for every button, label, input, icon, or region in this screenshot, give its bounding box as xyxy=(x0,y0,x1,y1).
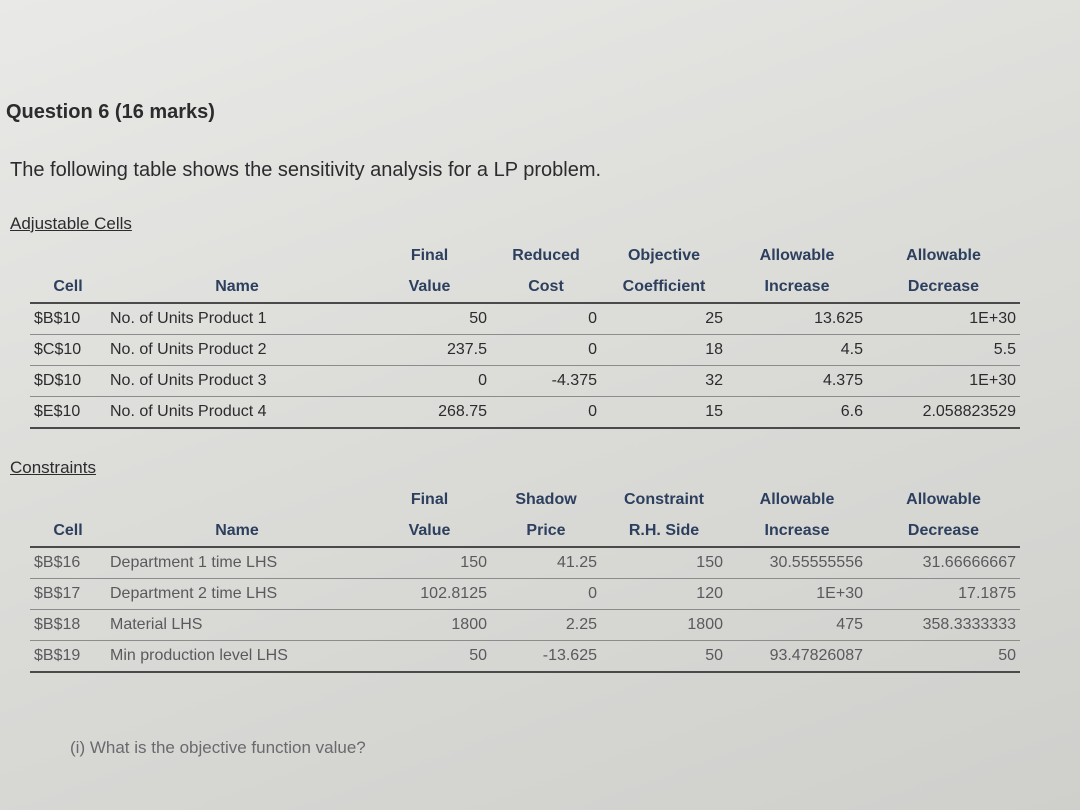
cell-rhs: 150 xyxy=(601,547,727,579)
cell-shadow-price: 41.25 xyxy=(491,547,601,579)
header-cost: Cost xyxy=(491,272,601,303)
cell-ref: $B$17 xyxy=(30,579,106,610)
header-rhs: R.H. Side xyxy=(601,516,727,547)
table-row xyxy=(30,610,1020,641)
cell-ref: $B$18 xyxy=(30,610,106,641)
header-value: Value xyxy=(368,272,491,303)
cell-reduced-cost: -4.375 xyxy=(491,366,601,397)
cell-allowable-dec: 1E+30 xyxy=(867,366,1020,397)
header-allowable-inc: Allowable xyxy=(759,491,835,508)
header-decrease: Decrease xyxy=(867,516,1020,547)
cell-allowable-dec: 5.5 xyxy=(867,335,1020,366)
header-final: Final xyxy=(410,491,449,508)
cell-name: No. of Units Product 4 xyxy=(106,397,368,429)
header-cell xyxy=(30,484,106,516)
cell-name: Department 2 time LHS xyxy=(106,579,368,610)
cell-name: Department 1 time LHS xyxy=(106,547,368,579)
header-cell xyxy=(106,484,368,516)
cell-final-value: 237.5 xyxy=(368,335,491,366)
cell-objective-coef: 15 xyxy=(601,397,727,429)
cell-ref: $B$10 xyxy=(30,303,106,335)
cell-final-value: 1800 xyxy=(368,610,491,641)
constraints-label: Constraints xyxy=(10,458,96,477)
cell-allowable-dec: 50 xyxy=(867,641,1020,673)
header-name: Name xyxy=(106,516,368,547)
cell-shadow-price: -13.625 xyxy=(491,641,601,673)
constraints-header-row-top xyxy=(30,484,1020,516)
cell-allowable-dec: 17.1875 xyxy=(867,579,1020,610)
cell-allowable-inc: 4.5 xyxy=(727,335,867,366)
constraints-table xyxy=(30,484,1020,673)
cell-allowable-inc: 30.55555556 xyxy=(727,547,867,579)
table-row xyxy=(30,366,1020,397)
adjustable-header-row-bottom xyxy=(30,272,1020,303)
header-objective: Objective xyxy=(627,247,701,264)
cell-final-value: 0 xyxy=(368,366,491,397)
table-row xyxy=(30,579,1020,610)
header-cell: Cell xyxy=(30,516,106,547)
cell-allowable-inc: 13.625 xyxy=(727,303,867,335)
cell-allowable-dec: 31.66666667 xyxy=(867,547,1020,579)
header-cell xyxy=(30,240,106,272)
cell-objective-coef: 32 xyxy=(601,366,727,397)
header-coefficient: Coefficient xyxy=(601,272,727,303)
cell-shadow-price: 2.25 xyxy=(491,610,601,641)
cell-allowable-inc: 1E+30 xyxy=(727,579,867,610)
cell-allowable-inc: 6.6 xyxy=(727,397,867,429)
header-cell xyxy=(106,240,368,272)
cell-allowable-dec: 1E+30 xyxy=(867,303,1020,335)
table-row xyxy=(30,335,1020,366)
header-allowable-inc: Allowable xyxy=(759,247,835,264)
adjustable-cells-table xyxy=(30,240,1020,429)
cell-ref: $B$19 xyxy=(30,641,106,673)
cell-ref: $E$10 xyxy=(30,397,106,429)
sub-question-i: (i) What is the objective function value? xyxy=(70,738,366,757)
cell-rhs: 50 xyxy=(601,641,727,673)
cell-final-value: 150 xyxy=(368,547,491,579)
cell-rhs: 1800 xyxy=(601,610,727,641)
cell-ref: $B$16 xyxy=(30,547,106,579)
header-increase: Increase xyxy=(727,516,867,547)
intro-text: The following table shows the sensitivity analysis for a LP problem. xyxy=(10,159,602,181)
cell-allowable-inc: 4.375 xyxy=(727,366,867,397)
header-value: Value xyxy=(368,516,491,547)
header-name: Name xyxy=(106,272,368,303)
cell-objective-coef: 25 xyxy=(601,303,727,335)
header-increase: Increase xyxy=(727,272,867,303)
cell-allowable-dec: 2.058823529 xyxy=(867,397,1020,429)
cell-name: No. of Units Product 2 xyxy=(106,335,368,366)
header-reduced: Reduced xyxy=(512,247,580,264)
cell-name: No. of Units Product 3 xyxy=(106,366,368,397)
adjustable-header-row-top xyxy=(30,240,1020,272)
table-row xyxy=(30,397,1020,429)
cell-final-value: 268.75 xyxy=(368,397,491,429)
cell-ref: $D$10 xyxy=(30,366,106,397)
cell-final-value: 50 xyxy=(368,303,491,335)
table-row xyxy=(30,641,1020,673)
header-price: Price xyxy=(491,516,601,547)
table-row xyxy=(30,303,1020,335)
cell-allowable-inc: 93.47826087 xyxy=(727,641,867,673)
cell-final-value: 50 xyxy=(368,641,491,673)
header-constraint: Constraint xyxy=(624,491,704,508)
cell-objective-coef: 18 xyxy=(601,335,727,366)
cell-allowable-inc: 475 xyxy=(727,610,867,641)
cell-reduced-cost: 0 xyxy=(491,335,601,366)
cell-name: Min production level LHS xyxy=(106,641,368,673)
cell-rhs: 120 xyxy=(601,579,727,610)
header-shadow: Shadow xyxy=(515,491,577,508)
header-allowable-dec: Allowable xyxy=(906,491,981,508)
cell-allowable-dec: 358.3333333 xyxy=(867,610,1020,641)
question-title: Question 6 (16 marks) xyxy=(6,101,215,123)
header-decrease: Decrease xyxy=(867,272,1020,303)
header-final: Final xyxy=(410,247,449,264)
table-row xyxy=(30,547,1020,579)
cell-name: Material LHS xyxy=(106,610,368,641)
constraints-header-row-bottom xyxy=(30,516,1020,547)
cell-ref: $C$10 xyxy=(30,335,106,366)
cell-final-value: 102.8125 xyxy=(368,579,491,610)
header-allowable-dec: Allowable xyxy=(906,247,981,264)
header-cell: Cell xyxy=(30,272,106,303)
cell-reduced-cost: 0 xyxy=(491,303,601,335)
cell-shadow-price: 0 xyxy=(491,579,601,610)
cell-name: No. of Units Product 1 xyxy=(106,303,368,335)
adjustable-cells-label: Adjustable Cells xyxy=(10,214,132,233)
cell-reduced-cost: 0 xyxy=(491,397,601,429)
